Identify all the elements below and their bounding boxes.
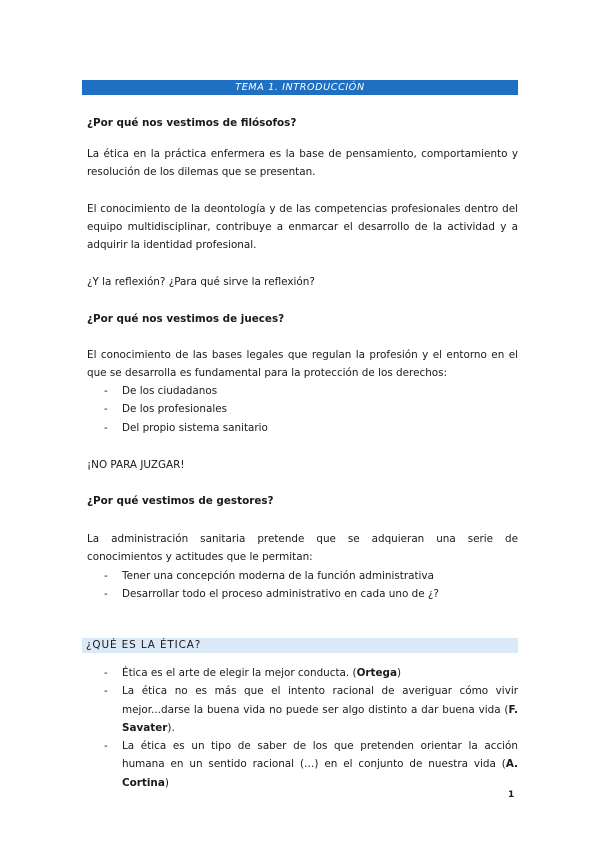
list-item-text: Del propio sistema sanitario xyxy=(122,421,268,434)
dash-bullet: - xyxy=(104,385,108,397)
section-heading-jueces: ¿Por qué nos vestimos de jueces? xyxy=(87,313,285,325)
quote-text: Ética es el arte de elegir la mejor conducta. ( xyxy=(122,667,357,679)
dash-bullet: - xyxy=(104,421,108,434)
quote-end: ). xyxy=(167,721,175,734)
dash-bullet: - xyxy=(104,588,108,601)
list-item xyxy=(87,382,518,400)
dash-bullet: - xyxy=(104,667,108,679)
list-item-text: Desarrollar todo el proceso administrativo en cada uno de ¿? xyxy=(122,588,439,601)
list-item-text: De los profesionales xyxy=(122,403,228,416)
list-item-text: Tener una concepción moderna de la función administrativa xyxy=(122,570,434,582)
page-number: 1 xyxy=(508,790,515,800)
document-title: TEMA 1. INTRODUCCIÓN xyxy=(82,80,518,95)
quote-author: F. Savater xyxy=(122,703,518,734)
note-no-para-juzgar: ¡NO PARA JUZGAR! xyxy=(87,459,185,471)
paragraph: El conocimiento de las bases legales que regulan la profesión y el entorno en el que se desarrolla es fundamental para la protección de los derechos: xyxy=(87,349,518,380)
list-item xyxy=(87,682,518,737)
paragraph: La administración sanitaria pretende que se adquieran una serie de conocimientos y actitudes que le permitan: xyxy=(87,533,518,564)
quote-text: La ética no es más que el intento racional de averiguar cómo vivir mejor...darse la buena vida no puede ser algo distinto a dar buena vida ( xyxy=(122,685,518,716)
dash-bullet: - xyxy=(104,685,108,698)
dash-bullet: - xyxy=(104,740,108,753)
section-heading-que-es-la-etica: ¿QUÉ ES LA ÉTICA? xyxy=(82,638,518,653)
section-heading-filosofos: ¿Por qué nos vestimos de filósofos? xyxy=(87,117,297,129)
list-item xyxy=(87,737,518,792)
list-item xyxy=(87,400,518,418)
quote-author: Ortega xyxy=(356,667,397,679)
section-heading-gestores: ¿Por qué vestimos de gestores? xyxy=(87,495,274,507)
paragraph: ¿Y la reflexión? ¿Para qué sirve la reflexión? xyxy=(87,276,315,288)
bullet-list-gestores xyxy=(87,567,518,604)
quote-text: La ética es un tipo de saber de los que pretenden orientar la acción humana en un sentido racional (…) en el conjunto de nuestra vida ( xyxy=(122,740,518,771)
list-item xyxy=(87,567,518,585)
dash-bullet: - xyxy=(104,570,108,582)
quote-author: A. Cortina xyxy=(122,758,518,789)
list-item-text: De los ciudadanos xyxy=(122,385,218,397)
list-item xyxy=(87,664,518,682)
quote-end: ) xyxy=(397,667,402,679)
bullet-list-derechos xyxy=(87,382,518,437)
quote-end: ) xyxy=(164,776,169,789)
paragraph: El conocimiento de la deontología y de las competencias profesionales dentro del equipo multidisciplinar, contribuye a enmarcar el desarrollo de la actividad y a adquirir la identidad profesional. xyxy=(87,203,518,252)
paragraph: La ética en la práctica enfermera es la base de pensamiento, comportamiento y resolución de los dilemas que se presentan. xyxy=(87,148,518,179)
list-item xyxy=(87,419,518,437)
list-item xyxy=(87,585,518,603)
bullet-list-definiciones xyxy=(87,664,518,792)
dash-bullet: - xyxy=(104,403,108,416)
